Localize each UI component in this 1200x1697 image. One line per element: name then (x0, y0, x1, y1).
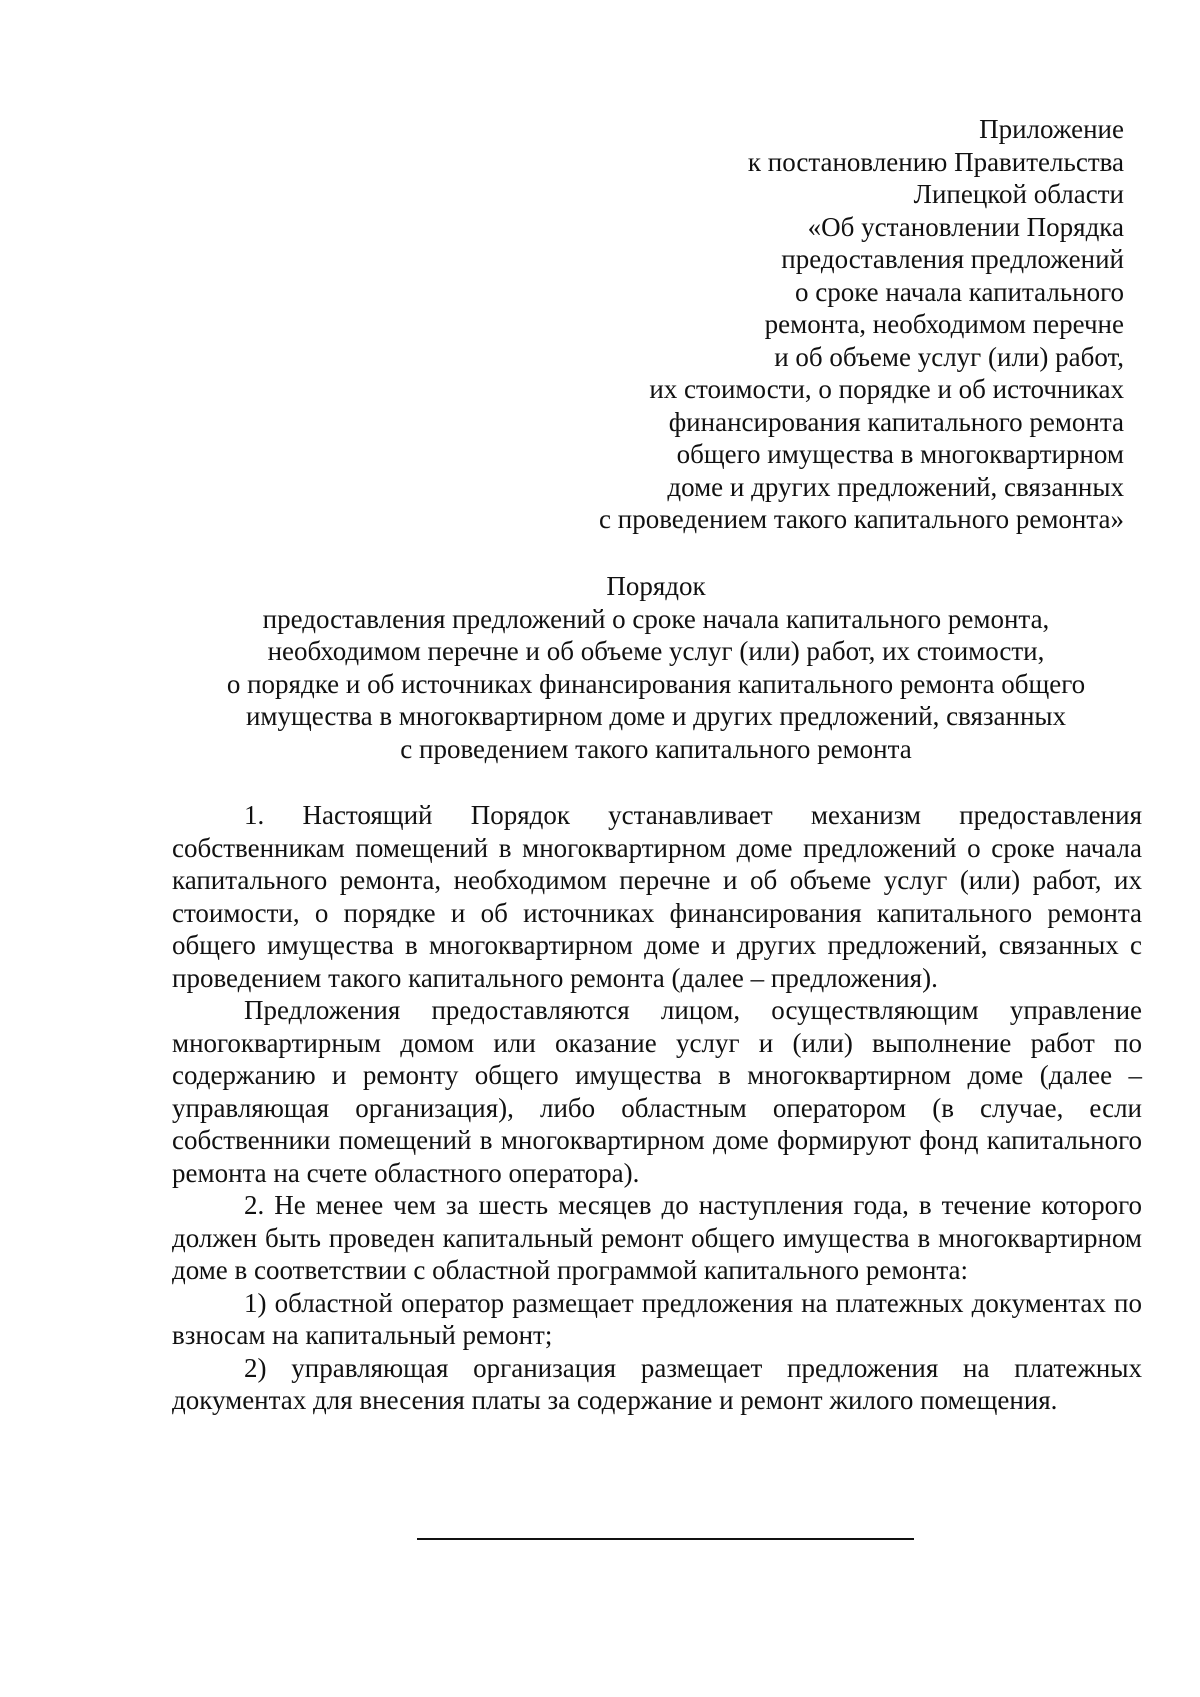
order-subtitle-line: о порядке и об источниках финансирования капитального ремонта общего (226, 668, 1086, 699)
appendix-header (484, 113, 1124, 536)
appendix-line: предоставления предложений (781, 244, 1124, 274)
paragraph-2-item-2: 2) управляющая организация размещает предложения на платежных документах для внесения платы за содержание и ремонт жилого помещения. (172, 1352, 1142, 1415)
document-body (172, 799, 1142, 1417)
order-subtitle-line: необходимом перечне и об объеме услуг (или) работ, их стоимости, (267, 636, 1045, 666)
appendix-line: общего имущества в многоквартирном (676, 439, 1124, 469)
paragraph-2-item-1: 1) областной оператор размещает предложения на платежных документах по взносам на капитальный ремонт; (172, 1287, 1142, 1350)
order-title-block (170, 570, 1142, 765)
paragraph-1: 1. Настоящий Порядок устанавливает механизм предоставления собственникам помещений в многоквартирном доме предложений о сроке начала капитального ремонта, необходимом перечне и об объеме услуг (или) работ, их стоимости, о порядке и об источниках финансирования капитального ремонта общего имущества в многоквартирном доме и других предложений, связанных с проведением такого капитального ремонта (далее – предложения). (172, 800, 1142, 993)
appendix-line: Приложение (979, 114, 1124, 144)
appendix-line: их стоимости, о порядке и об источниках (649, 374, 1124, 404)
appendix-line: ремонта, необходимом перечне (764, 309, 1124, 339)
order-subtitle-line: предоставления предложений о сроке начала капитального ремонта, (262, 603, 1050, 634)
end-of-document-rule (417, 1538, 914, 1540)
appendix-line: и об объеме услуг (или) работ, (774, 341, 1124, 372)
appendix-line: Липецкой области (913, 179, 1124, 209)
appendix-line: доме и других предложений, связанных (667, 471, 1124, 502)
appendix-line: о сроке начала капитального (795, 276, 1124, 307)
appendix-line: к постановлению Правительства (747, 146, 1124, 177)
paragraph-proposals: Предложения предоставляются лицом, осуществляющим управление многоквартирным домом или оказание услуг и (или) выполнение работ по содержанию и ремонту общего имущества в многоквартирном доме (далее – управляющая организация), либо областным оператором (в случае, если собственники помещений в многоквартирном доме формируют фонд капитального ремонта на счете областного оператора). (172, 995, 1142, 1188)
order-subtitle-line: имущества в многоквартирном доме и других предложений, связанных (245, 701, 1067, 731)
appendix-line: «Об установлении Порядка (807, 211, 1124, 242)
order-subtitle-line: с проведением такого капитального ремонта (400, 733, 912, 764)
appendix-line: с проведением такого капитального ремонта» (599, 504, 1124, 534)
order-heading: Порядок (606, 571, 706, 601)
appendix-line: финансирования капитального ремонта (668, 406, 1124, 437)
paragraph-2: 2. Не менее чем за шесть месяцев до наступления года, в течение которого должен быть проведен капитальный ремонт общего имущества в многоквартирном доме в соответствии с областной программой капитального ремонта: (172, 1190, 1142, 1285)
